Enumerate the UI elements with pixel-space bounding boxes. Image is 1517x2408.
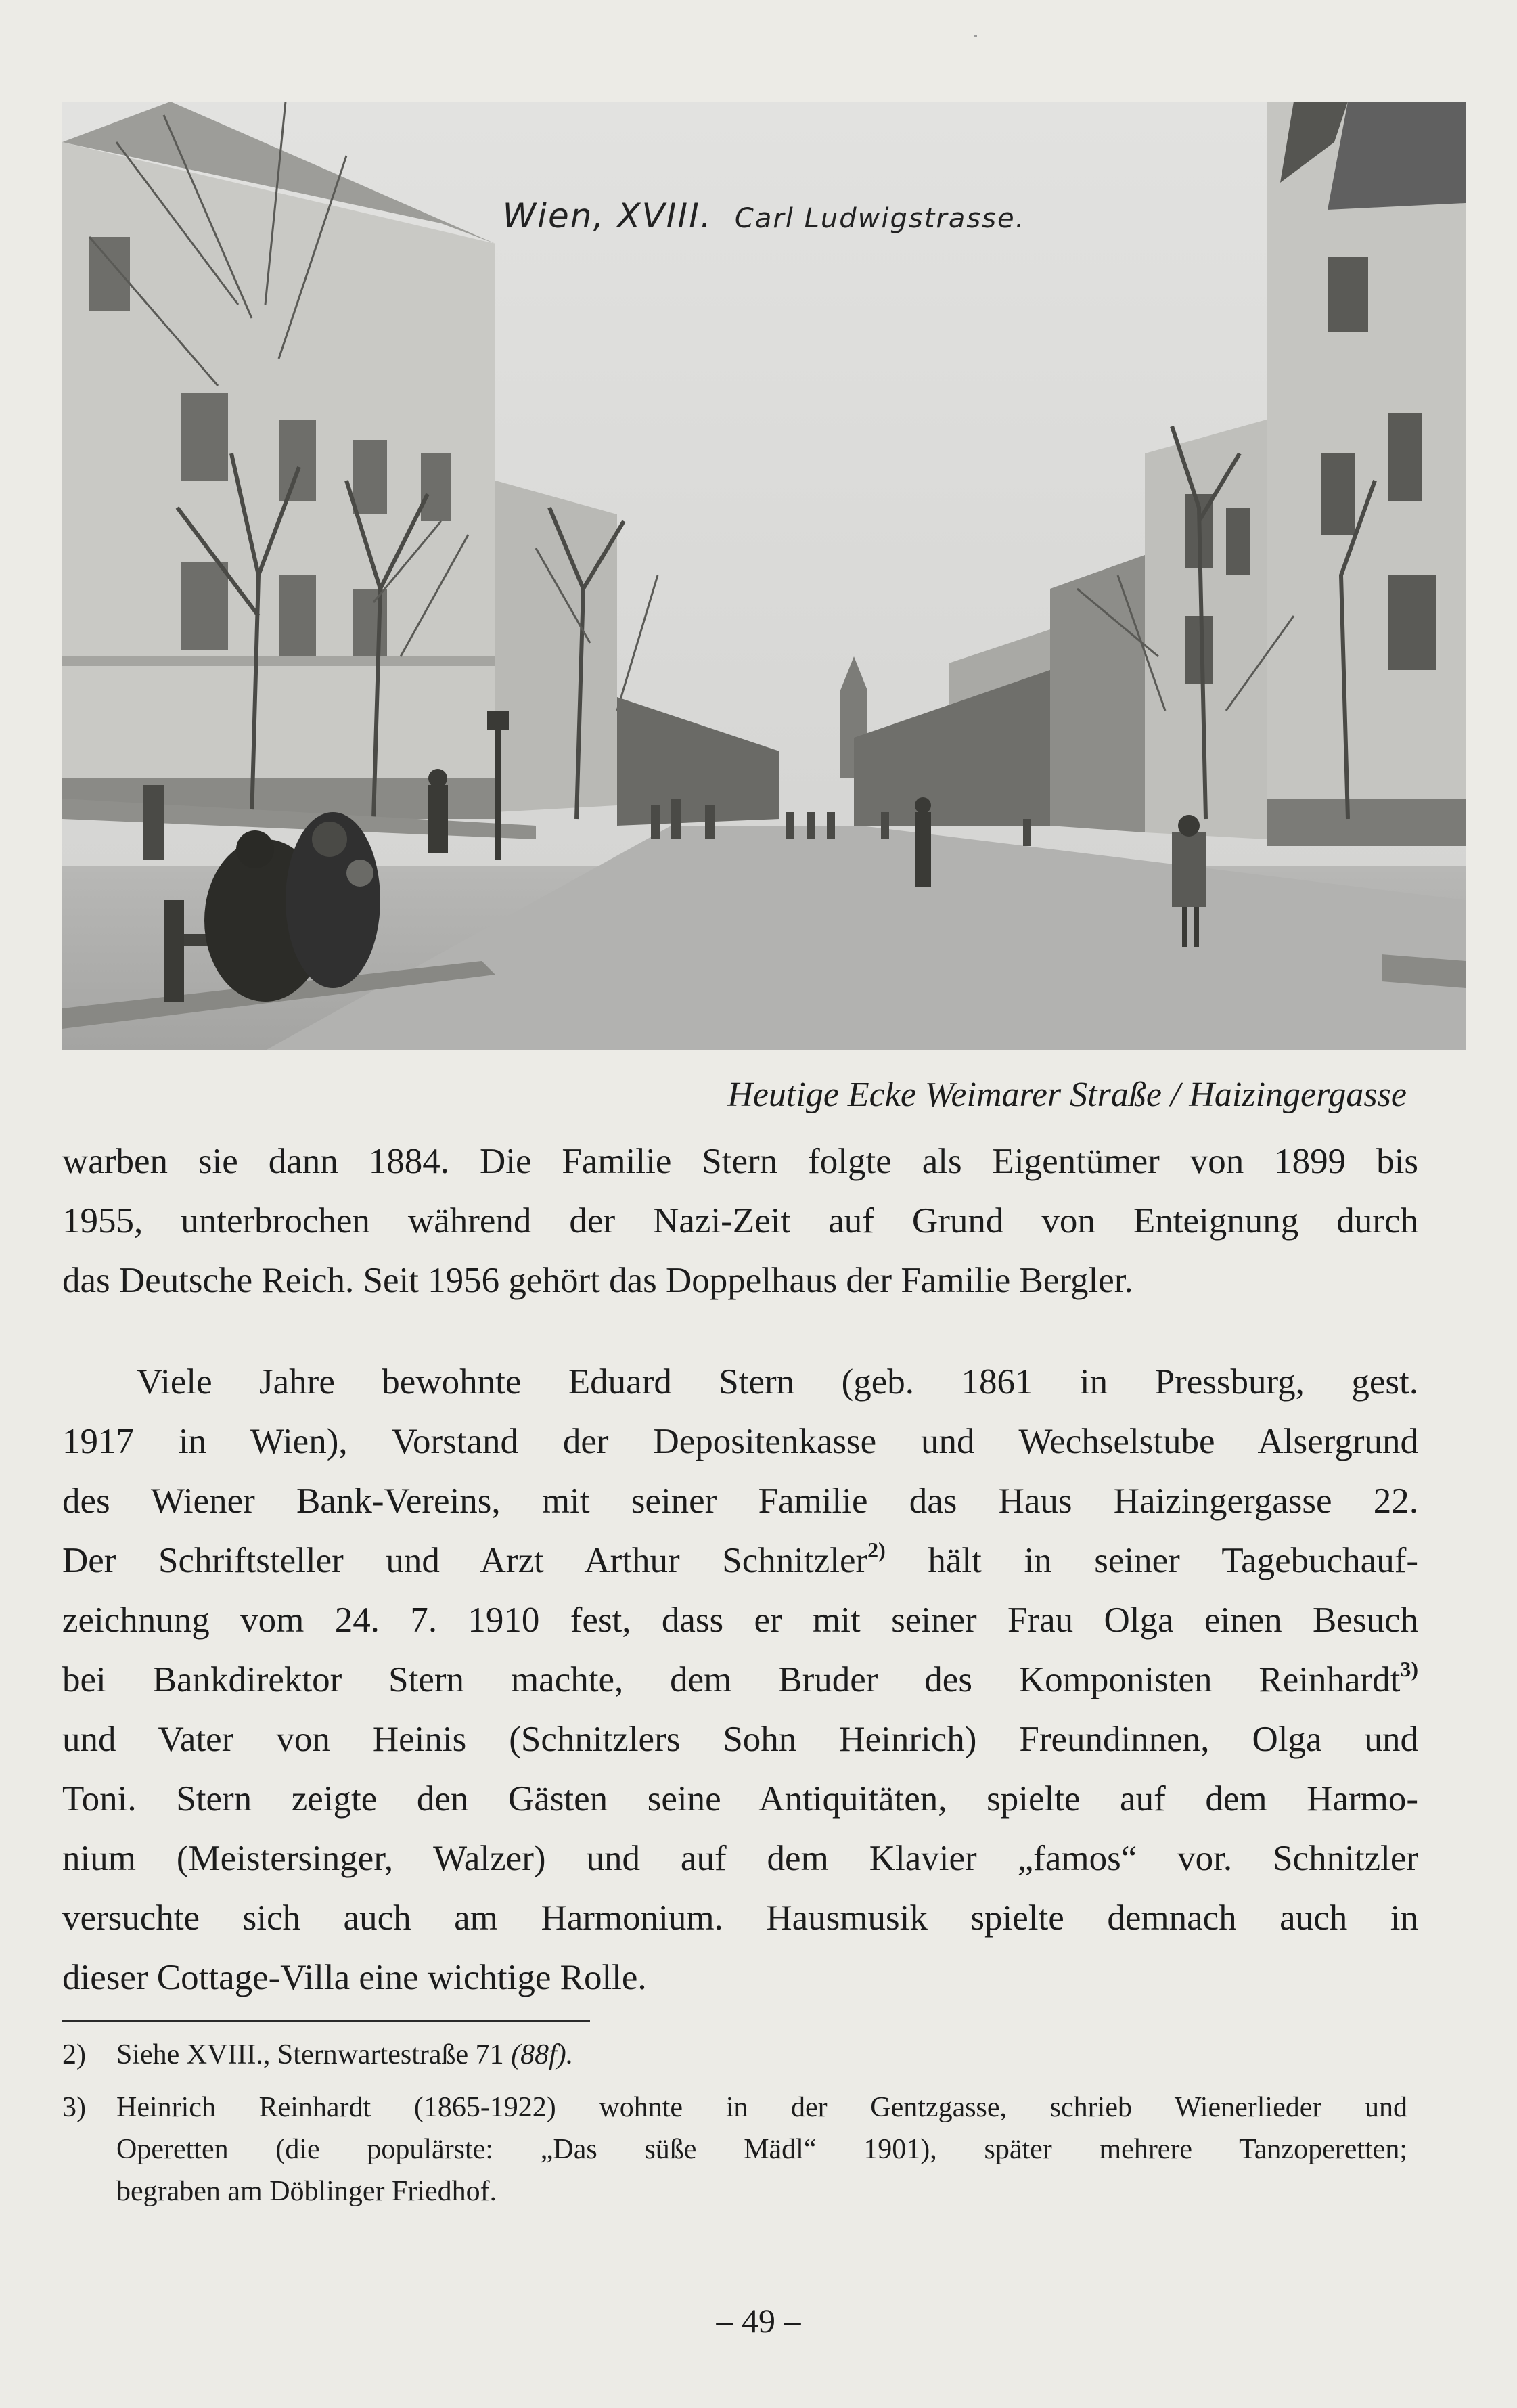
text-line: das Deutsche Reich. Seit 1956 gehört das Doppelhaus der Familie Bergler. [62,1261,1133,1300]
text-segment: bei Bankdirektor Stern machte, dem Bruder des Komponisten Reinhardt [62,1660,1401,1699]
page-number: – 49 – [716,2302,801,2340]
historic-street-photo [62,102,1466,1050]
text-line: nium (Meistersinger, Walzer) und auf dem Klavier „famos“ vor. Schnitzler [62,1839,1418,1878]
photo-caption: Heutige Ecke Weimarer Straße / Haizingergasse [727,1075,1407,1114]
footnote-line: begraben am Döblinger Friedhof. [116,2176,497,2207]
text-line: 1955, unterbrochen während der Nazi-Zeit auf Grund von Enteignung durch [62,1201,1418,1241]
photo-illustration [62,102,1466,1050]
text-line: warben sie dann 1884. Die Familie Stern folgte als Eigentümer von 1899 bis [62,1142,1418,1181]
footnote-line: Operetten (die populärste: „Das süße Mädl“ 1901), später mehrere Tanzoperetten; [116,2134,1407,2165]
footnote-2 [62,2034,1407,2076]
text-line [62,1531,1418,1590]
text-segment: Der Schriftsteller und Arzt Arthur Schnitzler [62,1541,868,1580]
text-line [62,1650,1418,1710]
text-line: 1917 in Wien), Vorstand der Depositenkasse und Wechselstube Alsergrund [62,1422,1418,1461]
footnote-page-ref: (88f). [511,2039,574,2070]
text-line: Viele Jahre bewohnte Eduard Stern (geb. 1861 in Pressburg, gest. [137,1362,1418,1402]
paper-speck [974,35,977,37]
postcard-caption [62,196,1466,236]
footnotes [62,2034,1407,2223]
footnote-text: Siehe XVIII., Sternwartestraße 71 [116,2039,512,2070]
footnote-divider [62,2020,590,2022]
footnote-number: 3) [62,2092,86,2123]
text-line: und Vater von Heinis (Schnitzlers Sohn Heinrich) Freundinnen, Olga und [62,1720,1418,1759]
text-line: Toni. Stern zeigte den Gästen seine Antiquitäten, spielte auf dem Harmo- [62,1779,1418,1819]
text-line: dieser Cottage-Villa eine wichtige Rolle. [62,1958,647,1997]
text-line: versuchte sich auch am Harmonium. Hausmusik spielte demnach auch in [62,1898,1418,1938]
paragraph-1 [62,1132,1418,1310]
footnote-marker: 2) [867,1538,886,1562]
text-line: zeichnung vom 24. 7. 1910 fest, dass er mit seiner Frau Olga einen Besuch [62,1601,1418,1640]
postcard-street: Carl Ludwigstrasse. [734,203,1026,234]
footnote-3 [62,2087,1407,2212]
text-line: des Wiener Bank-Vereins, mit seiner Familie das Haus Haizingergasse 22. [62,1481,1418,1521]
footnote-number: 2) [62,2039,86,2070]
footnote-line: Heinrich Reinhardt (1865-1922) wohnte in der Gentzgasse, schrieb Wienerlieder und [116,2092,1407,2123]
text-segment: hält in seiner Tagebuchauf- [885,1541,1419,1580]
postcard-city: Wien, XVIII. [502,196,712,236]
footnote-marker: 3) [1400,1657,1418,1681]
paragraph-2 [62,1352,1418,2007]
